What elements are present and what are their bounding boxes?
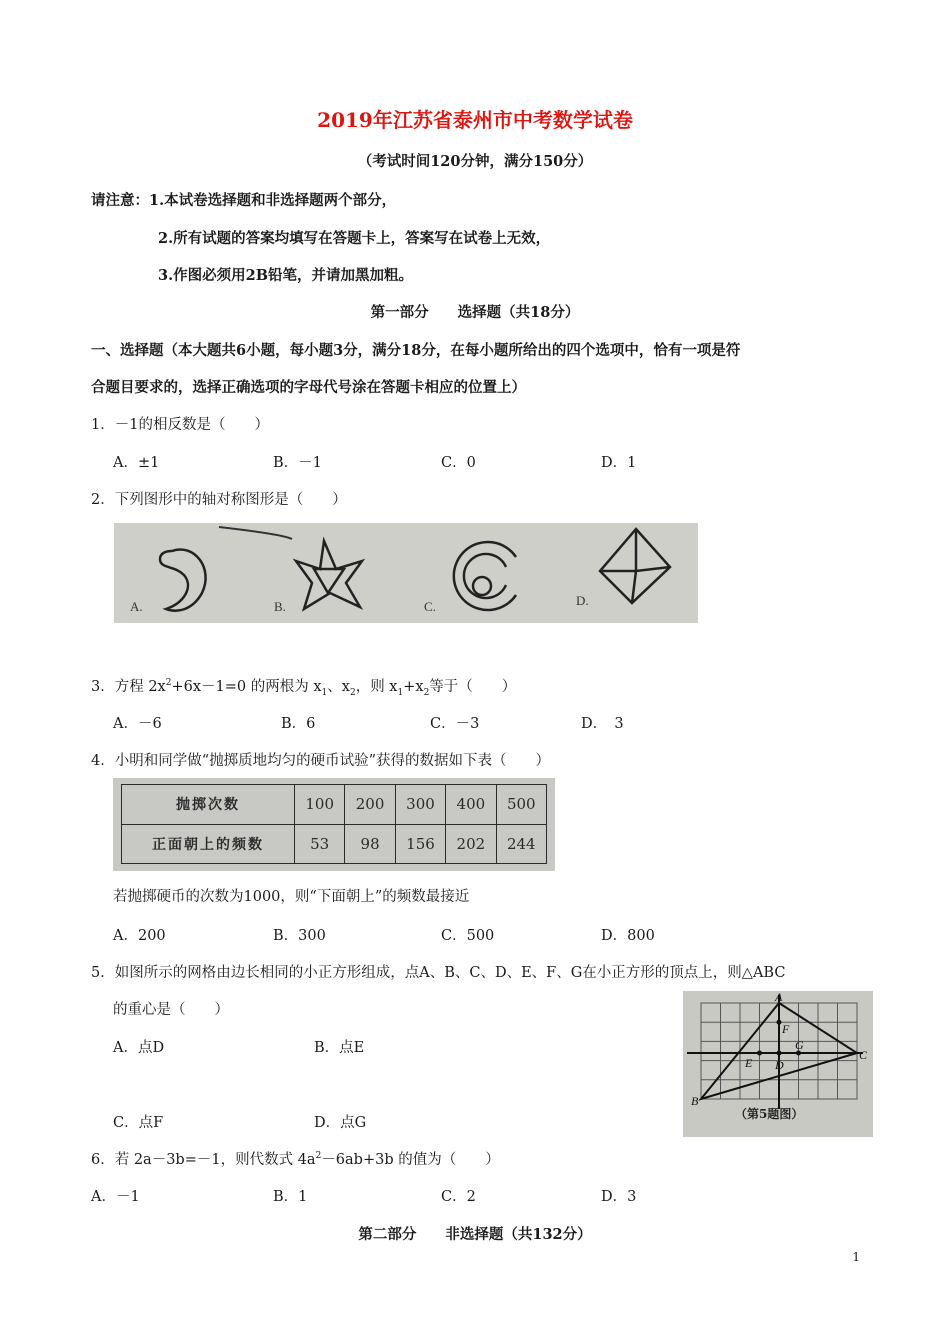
table-row bbox=[122, 824, 547, 864]
q5-option-c: C．点F bbox=[113, 1115, 164, 1131]
table-cell: 156 bbox=[395, 824, 445, 864]
q3-stem-mid2: ，则 x bbox=[355, 679, 398, 695]
figure-d-label: D. bbox=[576, 593, 589, 608]
table-cell: 300 bbox=[395, 785, 445, 825]
label-b: B bbox=[691, 1094, 699, 1108]
q5-option-d: D．点G bbox=[314, 1115, 367, 1131]
notice-item-1: 1.本试卷选择题和非选择题两个部分， bbox=[149, 192, 397, 209]
q6-stem-prefix: 6．若 2a－3b=－1，则代数式 4a bbox=[91, 1152, 316, 1168]
figure-caption: （第5题图） bbox=[735, 1107, 804, 1121]
q6-option-c: C．2 bbox=[441, 1189, 476, 1205]
q3-sub1: 1 bbox=[321, 687, 328, 698]
label-a: A bbox=[775, 991, 783, 1004]
label-g: G bbox=[795, 1038, 804, 1052]
q3-stem-prefix: 3．方程 2x bbox=[91, 679, 166, 695]
label-d: D bbox=[775, 1058, 784, 1072]
q4-option-c: C．500 bbox=[441, 928, 495, 944]
q1-option-a: A．±1 bbox=[113, 455, 160, 471]
table-row-label: 抛掷次数 bbox=[122, 785, 295, 825]
figure-c-ring bbox=[454, 542, 516, 610]
table-cell: 100 bbox=[295, 785, 345, 825]
q1-option-d: D．1 bbox=[601, 455, 637, 471]
q3-stem-mid: +6x－1=0 的两根为 x bbox=[171, 679, 322, 695]
q3-sub2: 2 bbox=[349, 687, 356, 698]
q6-option-b: B．1 bbox=[273, 1189, 308, 1205]
q1-option-c: C．0 bbox=[441, 455, 476, 471]
q5-stem-line2: 的重心是（ ） bbox=[113, 1002, 229, 1018]
exam-subtitle: （考试时间120分钟，满分150分） bbox=[357, 153, 593, 170]
q6-option-a: A．－1 bbox=[91, 1189, 140, 1205]
q3-exponent: 2 bbox=[165, 678, 172, 689]
label-c: C bbox=[859, 1048, 868, 1062]
table-cell: 244 bbox=[496, 824, 546, 864]
figure-a-label: A. bbox=[130, 599, 143, 614]
notice bbox=[91, 189, 396, 210]
triangle-abc bbox=[687, 995, 863, 1109]
q4-followup: 若抛掷硬币的次数为1000，则“下面朝上”的频数最接近 bbox=[113, 889, 470, 905]
q3-plus: +x bbox=[403, 679, 424, 695]
q4-option-a: A．200 bbox=[113, 928, 166, 944]
q4-stem: 4．小明和同学做“抛掷质地均匀的硬币试验”获得的数据如下表（ ） bbox=[91, 753, 551, 769]
q2-figure-strip bbox=[114, 523, 698, 623]
q4-option-d: D．800 bbox=[601, 928, 655, 944]
page-title: 2019年江苏省泰州市中考数学试卷 bbox=[317, 108, 633, 132]
q3-sub4: 2 bbox=[423, 687, 430, 698]
q3-option-a: A．－6 bbox=[113, 716, 162, 732]
q1-stem: 1．－1的相反数是（ ） bbox=[91, 417, 269, 433]
part2-heading: 第二部分 非选择题（共132分） bbox=[358, 1226, 592, 1243]
figure-b-star bbox=[296, 541, 362, 609]
notice-label: 请注意： bbox=[91, 192, 149, 209]
part1-heading: 第一部分 选择题（共18分） bbox=[370, 304, 580, 321]
figure-a-teardrop bbox=[160, 549, 206, 610]
notice-item-3: 3.作图必须用2B铅笔，并请加黑加粗。 bbox=[158, 267, 413, 284]
q3-stem bbox=[91, 675, 516, 696]
q3-sep: 、x bbox=[327, 679, 350, 695]
q4-table-photo bbox=[113, 778, 555, 871]
page-number: 1 bbox=[852, 1250, 860, 1264]
figure-c-label: C. bbox=[424, 599, 436, 614]
q5-option-a: A．点D bbox=[113, 1040, 165, 1056]
q5-grid-figure bbox=[683, 991, 873, 1137]
table-cell: 53 bbox=[295, 824, 345, 864]
q5-stem-line1: 5．如图所示的网格由边长相同的小正方形组成，点A、B、C、D、E、F、G在小正方形的顶点上，则△ABC bbox=[91, 965, 786, 981]
q6-stem bbox=[91, 1148, 500, 1169]
figure-d-square bbox=[600, 529, 670, 603]
label-f: F bbox=[782, 1022, 790, 1036]
q6-exponent: 2 bbox=[315, 1151, 322, 1162]
table-cell: 202 bbox=[446, 824, 496, 864]
q4-frequency-table bbox=[121, 784, 547, 864]
q5-grid-svg bbox=[683, 991, 873, 1137]
notice-item-2: 2.所有试题的答案均填写在答题卡上，答案写在试卷上无效， bbox=[158, 230, 551, 247]
stray-line bbox=[219, 527, 292, 539]
table-cell: 98 bbox=[345, 824, 395, 864]
q2-figures bbox=[114, 523, 698, 623]
table-cell: 500 bbox=[496, 785, 546, 825]
q4-option-b: B．300 bbox=[273, 928, 326, 944]
q3-option-c: C．－3 bbox=[430, 716, 480, 732]
q6-option-d: D．3 bbox=[601, 1189, 637, 1205]
section1-line2: 合题目要求的，选择正确选项的字母代号涂在答题卡相应的位置上） bbox=[91, 379, 526, 396]
table-row bbox=[122, 785, 547, 825]
section1-line1: 一、选择题（本大题共6小题，每小题3分，满分18分，在每小题所给出的四个选项中，恰有一项是符 bbox=[91, 342, 741, 359]
q3-option-d: D． 3 bbox=[581, 716, 624, 732]
q2-stem: 2．下列图形中的轴对称图形是（ ） bbox=[91, 492, 347, 508]
figure-b-label: B. bbox=[274, 599, 286, 614]
table-cell: 200 bbox=[345, 785, 395, 825]
label-e: E bbox=[745, 1056, 753, 1070]
q6-stem-end: －6ab+3b 的值为（ ） bbox=[321, 1152, 500, 1168]
q1-option-b: B．－1 bbox=[273, 455, 322, 471]
table-cell: 400 bbox=[446, 785, 496, 825]
q3-option-b: B．6 bbox=[281, 716, 316, 732]
q5-option-b: B．点E bbox=[314, 1040, 365, 1056]
q3-stem-end: 等于（ ） bbox=[429, 679, 517, 695]
q3-sub3: 1 bbox=[397, 687, 404, 698]
table-row-label: 正面朝上的频数 bbox=[122, 824, 295, 864]
